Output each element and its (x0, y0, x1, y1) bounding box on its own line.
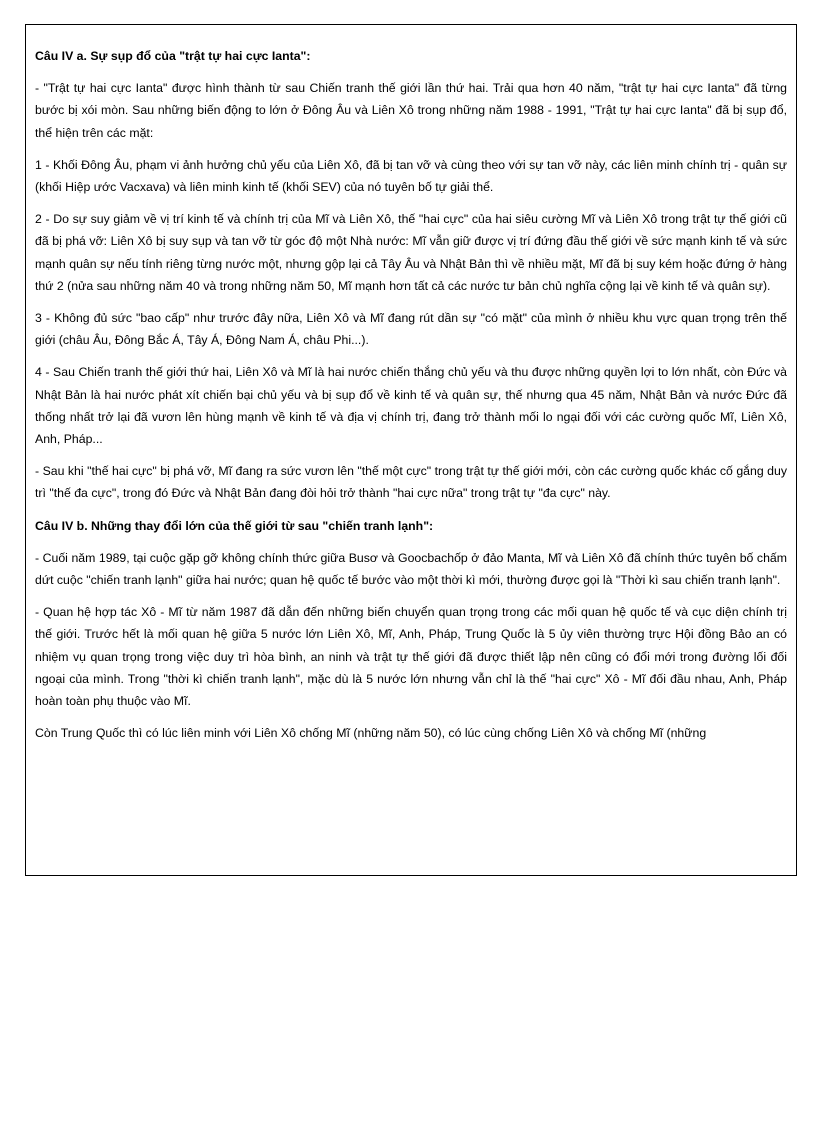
section-a-point-4: 4 - Sau Chiến tranh thế giới thứ hai, Liên Xô và Mĩ là hai nước chiến thắng chủ yếu và thu được những quyền lợi to lớn nhất, còn Đức và Nhật Bản là hai nước phát xít chiến bại chủ yếu và bị sụp đổ về kinh tế và quân sự, thế nhưng qua 45 năm, Nhật Bản và nước Đức đã thống nhất trở lại đã vươn lên hùng mạnh về kinh tế và địa vị chính trị, đang trở thành mối lo ngại đối với các cường quốc Mĩ, Liên Xô, Anh, Pháp... (35, 365, 787, 447)
document-body (35, 45, 787, 754)
section-a-point-2: 2 - Do sự suy giảm về vị trí kinh tế và chính trị của Mĩ và Liên Xô, thế "hai cực" của hai siêu cường Mĩ và Liên Xô trong trật tự thế giới cũ đã bị phá vỡ: Liên Xô bị suy sụp và tan vỡ từ góc độ một Nhà nước: Mĩ vẫn giữ được vị trí đứng đầu thế giới về sức mạnh kinh tế và sức mạnh quân sự nếu tính riêng từng nước một, nhưng gộp lại cả Tây Âu và Nhật Bản thì về nhiều mặt, Mĩ đã bị suy kém hoặc đứng ở hàng thứ 2 (nửa sau những năm 40 và trong những năm 50, Mĩ mạnh hơn tất cả các nước tư bản chủ nghĩa cộng lại về kinh tế và quân sự). (35, 212, 787, 293)
section-a-conclusion: - Sau khi "thế hai cực" bị phá vỡ, Mĩ đang ra sức vươn lên "thế một cực" trong trật tự thế giới mới, còn các cường quốc khác cố gắng duy trì "thế đa cực", trong đó Đức và Nhật Bản đang đòi hỏi trở thành "hai cực nữa" trong trật tự "đa cực" này. (35, 464, 787, 501)
section-a-intro-paragraph: - "Trật tự hai cực Ianta" được hình thành từ sau Chiến tranh thế giới lần thứ hai. Trải qua hơn 40 năm, "trật tự hai cực Ianta" đã từng bước bị xói mòn. Sau những biến động to lớn ở Đông Âu và Liên Xô trong những năm 1988 - 1991, "Trật tự hai cực Ianta" đã bị sụp đổ, thể hiện trên các mặt: (35, 81, 787, 140)
section-a-heading: Câu IV a. Sự sụp đổ của "trật tự hai cực Ianta": (35, 49, 311, 63)
document-frame (25, 24, 797, 876)
section-b-paragraph-3: Còn Trung Quốc thì có lúc liên minh với Liên Xô chống Mĩ (những năm 50), có lúc cùng chống Liên Xô và chống Mĩ (những (35, 726, 707, 741)
section-a-point-3: 3 - Không đủ sức "bao cấp" như trước đây nữa, Liên Xô và Mĩ đang rút dần sự "có mặt" của mình ở nhiều khu vực quan trọng trên thế giới (châu Âu, Đông Bắc Á, Tây Á, Đông Nam Á, châu Phi...). (35, 311, 787, 348)
section-b-paragraph-2: - Quan hệ hợp tác Xô - Mĩ từ năm 1987 đã dẫn đến những biến chuyển quan trọng trong các mối quan hệ quốc tế và cục diện chính trị thế giới. Trước hết là mối quan hệ giữa 5 nước lớn Liên Xô, Mĩ, Anh, Pháp, Trung Quốc là 5 ủy viên thường trực Hội đồng Bảo an có nhiệm vụ quan trọng trong việc duy trì hòa bình, an ninh và trật tự thế giới đã được thiết lập nên cũng có đổi mới trong đường lối đối ngoại của mình. Trong "thời kì chiến tranh lạnh", mặc dù là 5 nước lớn nhưng vẫn chỉ là thế "hai cực" Xô - Mĩ đối đầu nhau, Anh, Pháp hoàn toàn phụ thuộc vào Mĩ. (35, 605, 787, 709)
section-b-paragraph-1: - Cuối năm 1989, tại cuộc gặp gỡ không chính thức giữa Busơ và Goocbachốp ở đảo Manta, Mĩ và Liên Xô đã chính thức tuyên bố chấm dứt cuộc "chiến tranh lạnh" giữa hai nước; quan hệ quốc tế bước vào một thời kì mới, thường được gọi là "Thời kì sau chiến tranh lạnh". (35, 550, 787, 588)
section-b-heading: Câu IV b. Những thay đổi lớn của thế giới từ sau "chiến tranh lạnh": (35, 518, 434, 533)
section-a-point-1: 1 - Khối Đông Âu, phạm vi ảnh hưởng chủ yếu của Liên Xô, đã bị tan vỡ và cùng theo với sự tan vỡ này, các liên minh chính trị - quân sự (khối Hiệp ước Vacxava) và liên minh kinh tế (khối SEV) của nó tuyên bố tự giải thể. (35, 157, 787, 195)
